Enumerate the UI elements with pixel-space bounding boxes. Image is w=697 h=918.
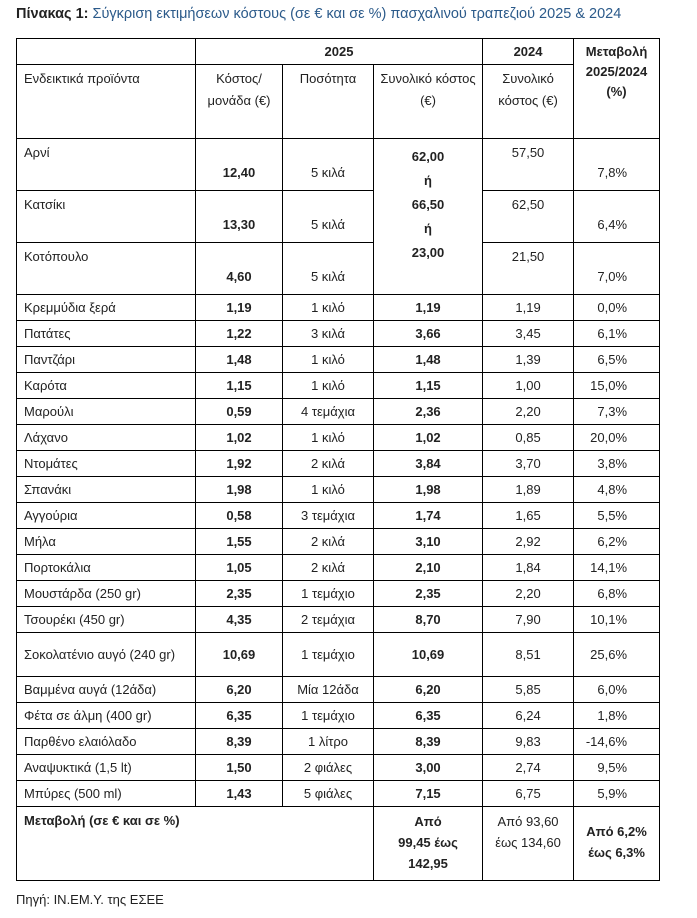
unit-cost: 0,59: [196, 399, 283, 425]
meat-total-line: 62,00: [411, 149, 445, 164]
quantity: 1 κιλό: [283, 373, 374, 399]
total-cost-2024: 2,20: [483, 399, 574, 425]
table-row: [17, 321, 660, 347]
product-name: Καρότα: [17, 373, 196, 399]
change-percent: 5,5%: [574, 503, 660, 529]
product-name: Πατάτες: [17, 321, 196, 347]
product-name: Παρθένο ελαιόλαδο: [17, 729, 196, 755]
change-percent: 3,8%: [574, 451, 660, 477]
quantity: 2 φιάλες: [283, 755, 374, 781]
total-cost-2024: 3,45: [483, 321, 574, 347]
header-year-2024: 2024: [483, 39, 574, 65]
unit-cost: 0,58: [196, 503, 283, 529]
header-year-2025: 2025: [196, 39, 483, 65]
product-name: Τσουρέκι (450 gr): [17, 607, 196, 633]
meat-total-cost: [374, 139, 483, 295]
caption-text: Σύγκριση εκτιμήσεων κόστους (σε € και σε %) πασχαλινού τραπεζιού 2025 & 2024: [92, 6, 622, 22]
total-cost-2025: 1,15: [374, 373, 483, 399]
product-name: Λάχανο: [17, 425, 196, 451]
header-total-2024: Συνολικό κόστος (€): [483, 65, 574, 139]
table-row: [17, 555, 660, 581]
change-percent: 6,2%: [574, 529, 660, 555]
total-cost-2025: 1,19: [374, 295, 483, 321]
unit-cost: 10,69: [196, 633, 283, 677]
quantity: 2 κιλά: [283, 555, 374, 581]
product-name: Αγγούρια: [17, 503, 196, 529]
total-cost-2025: 1,74: [374, 503, 483, 529]
unit-cost: 4,60: [196, 243, 283, 295]
unit-cost: 13,30: [196, 191, 283, 243]
total-cost-2024: 21,50: [483, 243, 574, 295]
table-row: [17, 295, 660, 321]
total-cost-2025: 8,39: [374, 729, 483, 755]
meat-total-line: ή: [424, 221, 432, 236]
change-percent: 1,8%: [574, 703, 660, 729]
quantity: 3 κιλά: [283, 321, 374, 347]
quantity: 5 κιλά: [283, 139, 374, 191]
quantity: 3 τεμάχια: [283, 503, 374, 529]
total-cost-2024: 0,85: [483, 425, 574, 451]
change-percent: 6,4%: [574, 191, 660, 243]
footer-label: Μεταβολή (σε € και σε %): [17, 807, 374, 881]
change-percent: 7,0%: [574, 243, 660, 295]
total-cost-2024: 6,24: [483, 703, 574, 729]
quantity: 1 κιλό: [283, 347, 374, 373]
table-row: [17, 425, 660, 451]
total-cost-2024: 62,50: [483, 191, 574, 243]
caption-label: Πίνακας 1:: [16, 6, 89, 22]
product-name: Φέτα σε άλμη (400 gr): [17, 703, 196, 729]
change-percent: 0,0%: [574, 295, 660, 321]
total-cost-2024: 2,92: [483, 529, 574, 555]
footer-total-2024: [483, 807, 574, 881]
unit-cost: 1,22: [196, 321, 283, 347]
quantity: 5 φιάλες: [283, 781, 374, 807]
header-row-columns: [17, 65, 660, 139]
product-name: Παντζάρι: [17, 347, 196, 373]
empty-header-cell: [17, 39, 196, 65]
unit-cost: 1,15: [196, 373, 283, 399]
table-row: [17, 373, 660, 399]
header-change: Μεταβολή 2025/2024 (%): [574, 39, 660, 139]
unit-cost: 12,40: [196, 139, 283, 191]
product-name: Αρνί: [17, 139, 196, 191]
source-note: Πηγή: ΙΝ.ΕΜ.Υ. της ΕΣΕΕ: [16, 892, 164, 907]
total-cost-2024: 8,51: [483, 633, 574, 677]
quantity: 5 κιλά: [283, 191, 374, 243]
unit-cost: 1,50: [196, 755, 283, 781]
quantity: 1 τεμάχιο: [283, 633, 374, 677]
product-name: Πορτοκάλια: [17, 555, 196, 581]
footer-total-2025: [374, 807, 483, 881]
product-name: Σπανάκι: [17, 477, 196, 503]
change-percent: 4,8%: [574, 477, 660, 503]
total-cost-2024: 1,65: [483, 503, 574, 529]
product-name: Ντομάτες: [17, 451, 196, 477]
quantity: 2 κιλά: [283, 451, 374, 477]
total-cost-2025: 3,66: [374, 321, 483, 347]
total-cost-2024: 2,74: [483, 755, 574, 781]
change-percent: 25,6%: [574, 633, 660, 677]
table-row: [17, 477, 660, 503]
quantity: 2 τεμάχια: [283, 607, 374, 633]
unit-cost: 2,35: [196, 581, 283, 607]
total-cost-2024: 2,20: [483, 581, 574, 607]
table-row: [17, 633, 660, 677]
table-row: [17, 755, 660, 781]
quantity: 1 λίτρο: [283, 729, 374, 755]
table-row: [17, 677, 660, 703]
table-row: [17, 781, 660, 807]
product-name: Κρεμμύδια ξερά: [17, 295, 196, 321]
unit-cost: 1,43: [196, 781, 283, 807]
unit-cost: 1,98: [196, 477, 283, 503]
total-cost-2024: 1,39: [483, 347, 574, 373]
footer-total-2025-line: 99,45 έως: [398, 835, 458, 850]
change-percent: 9,5%: [574, 755, 660, 781]
total-cost-2025: 7,15: [374, 781, 483, 807]
total-cost-2025: 2,10: [374, 555, 483, 581]
unit-cost: 1,05: [196, 555, 283, 581]
change-percent: 6,1%: [574, 321, 660, 347]
product-name: Μαρούλι: [17, 399, 196, 425]
product-name: Κατσίκι: [17, 191, 196, 243]
change-percent: -14,6%: [574, 729, 660, 755]
unit-cost: 1,48: [196, 347, 283, 373]
product-name: Σοκολατένιο αυγό (240 gr): [17, 633, 196, 677]
footer-change: [574, 807, 660, 881]
total-cost-2024: 3,70: [483, 451, 574, 477]
total-cost-2024: 6,75: [483, 781, 574, 807]
table-row: [17, 703, 660, 729]
total-cost-2024: 1,19: [483, 295, 574, 321]
change-percent: 6,0%: [574, 677, 660, 703]
unit-cost: 1,55: [196, 529, 283, 555]
change-percent: 7,8%: [574, 139, 660, 191]
footer-row: [17, 807, 660, 881]
table-row: [17, 729, 660, 755]
total-cost-2025: 1,98: [374, 477, 483, 503]
table-row: [17, 581, 660, 607]
header-quantity: Ποσότητα: [283, 65, 374, 139]
total-cost-2024: 1,84: [483, 555, 574, 581]
total-cost-2025: 3,00: [374, 755, 483, 781]
quantity: 1 κιλό: [283, 477, 374, 503]
unit-cost: 6,20: [196, 677, 283, 703]
change-percent: 14,1%: [574, 555, 660, 581]
quantity: 4 τεμάχια: [283, 399, 374, 425]
footer-total-2024-line: έως 134,60: [495, 835, 561, 850]
unit-cost: 1,92: [196, 451, 283, 477]
quantity: 2 κιλά: [283, 529, 374, 555]
total-cost-2025: 6,20: [374, 677, 483, 703]
table-row: [17, 399, 660, 425]
table-caption: [16, 6, 621, 22]
quantity: 1 τεμάχιο: [283, 703, 374, 729]
table-row: [17, 347, 660, 373]
footer-total-2024-line: Από 93,60: [497, 814, 559, 829]
total-cost-2024: 1,89: [483, 477, 574, 503]
footer-total-2025-line: 142,95: [408, 856, 448, 871]
table-row: [17, 243, 660, 295]
total-cost-2025: 8,70: [374, 607, 483, 633]
table-row: [17, 503, 660, 529]
quantity: 1 κιλό: [283, 425, 374, 451]
footer-change-line: Από 6,2%: [586, 824, 647, 839]
change-percent: 10,1%: [574, 607, 660, 633]
product-name: Κοτόπουλο: [17, 243, 196, 295]
header-unit-cost: Κόστος/ μονάδα (€): [196, 65, 283, 139]
total-cost-2024: 1,00: [483, 373, 574, 399]
product-name: Μήλα: [17, 529, 196, 555]
footer-total-2025-line: Από: [414, 814, 442, 829]
cost-comparison-table: [16, 38, 660, 881]
table-row: [17, 451, 660, 477]
total-cost-2025: 1,48: [374, 347, 483, 373]
change-percent: 15,0%: [574, 373, 660, 399]
quantity: 1 τεμάχιο: [283, 581, 374, 607]
header-products: Ενδεικτικά προϊόντα: [17, 65, 196, 139]
total-cost-2025: 10,69: [374, 633, 483, 677]
change-percent: 7,3%: [574, 399, 660, 425]
table-row: [17, 139, 660, 191]
change-percent: 5,9%: [574, 781, 660, 807]
total-cost-2024: 9,83: [483, 729, 574, 755]
meat-total-line: 66,50: [411, 197, 445, 212]
quantity: 5 κιλά: [283, 243, 374, 295]
unit-cost: 1,19: [196, 295, 283, 321]
change-percent: 20,0%: [574, 425, 660, 451]
total-cost-2024: 7,90: [483, 607, 574, 633]
product-name: Βαμμένα αυγά (12άδα): [17, 677, 196, 703]
product-name: Μπύρες (500 ml): [17, 781, 196, 807]
total-cost-2024: 57,50: [483, 139, 574, 191]
total-cost-2025: 3,10: [374, 529, 483, 555]
unit-cost: 1,02: [196, 425, 283, 451]
table-row: [17, 529, 660, 555]
total-cost-2025: 3,84: [374, 451, 483, 477]
product-name: Αναψυκτικά (1,5 lt): [17, 755, 196, 781]
total-cost-2025: 1,02: [374, 425, 483, 451]
change-percent: 6,8%: [574, 581, 660, 607]
unit-cost: 4,35: [196, 607, 283, 633]
total-cost-2024: 5,85: [483, 677, 574, 703]
total-cost-2025: 2,36: [374, 399, 483, 425]
total-cost-2025: 6,35: [374, 703, 483, 729]
footer-change-line: έως 6,3%: [588, 845, 645, 860]
unit-cost: 8,39: [196, 729, 283, 755]
header-row-years: [17, 39, 660, 65]
change-percent: 6,5%: [574, 347, 660, 373]
header-total-2025: Συνολικό κόστος (€): [374, 65, 483, 139]
meat-total-line: ή: [424, 173, 432, 188]
unit-cost: 6,35: [196, 703, 283, 729]
quantity: Μία 12άδα: [283, 677, 374, 703]
table-row: [17, 607, 660, 633]
product-name: Μουστάρδα (250 gr): [17, 581, 196, 607]
quantity: 1 κιλό: [283, 295, 374, 321]
total-cost-2025: 2,35: [374, 581, 483, 607]
meat-total-line: 23,00: [411, 245, 445, 260]
table-row: [17, 191, 660, 243]
